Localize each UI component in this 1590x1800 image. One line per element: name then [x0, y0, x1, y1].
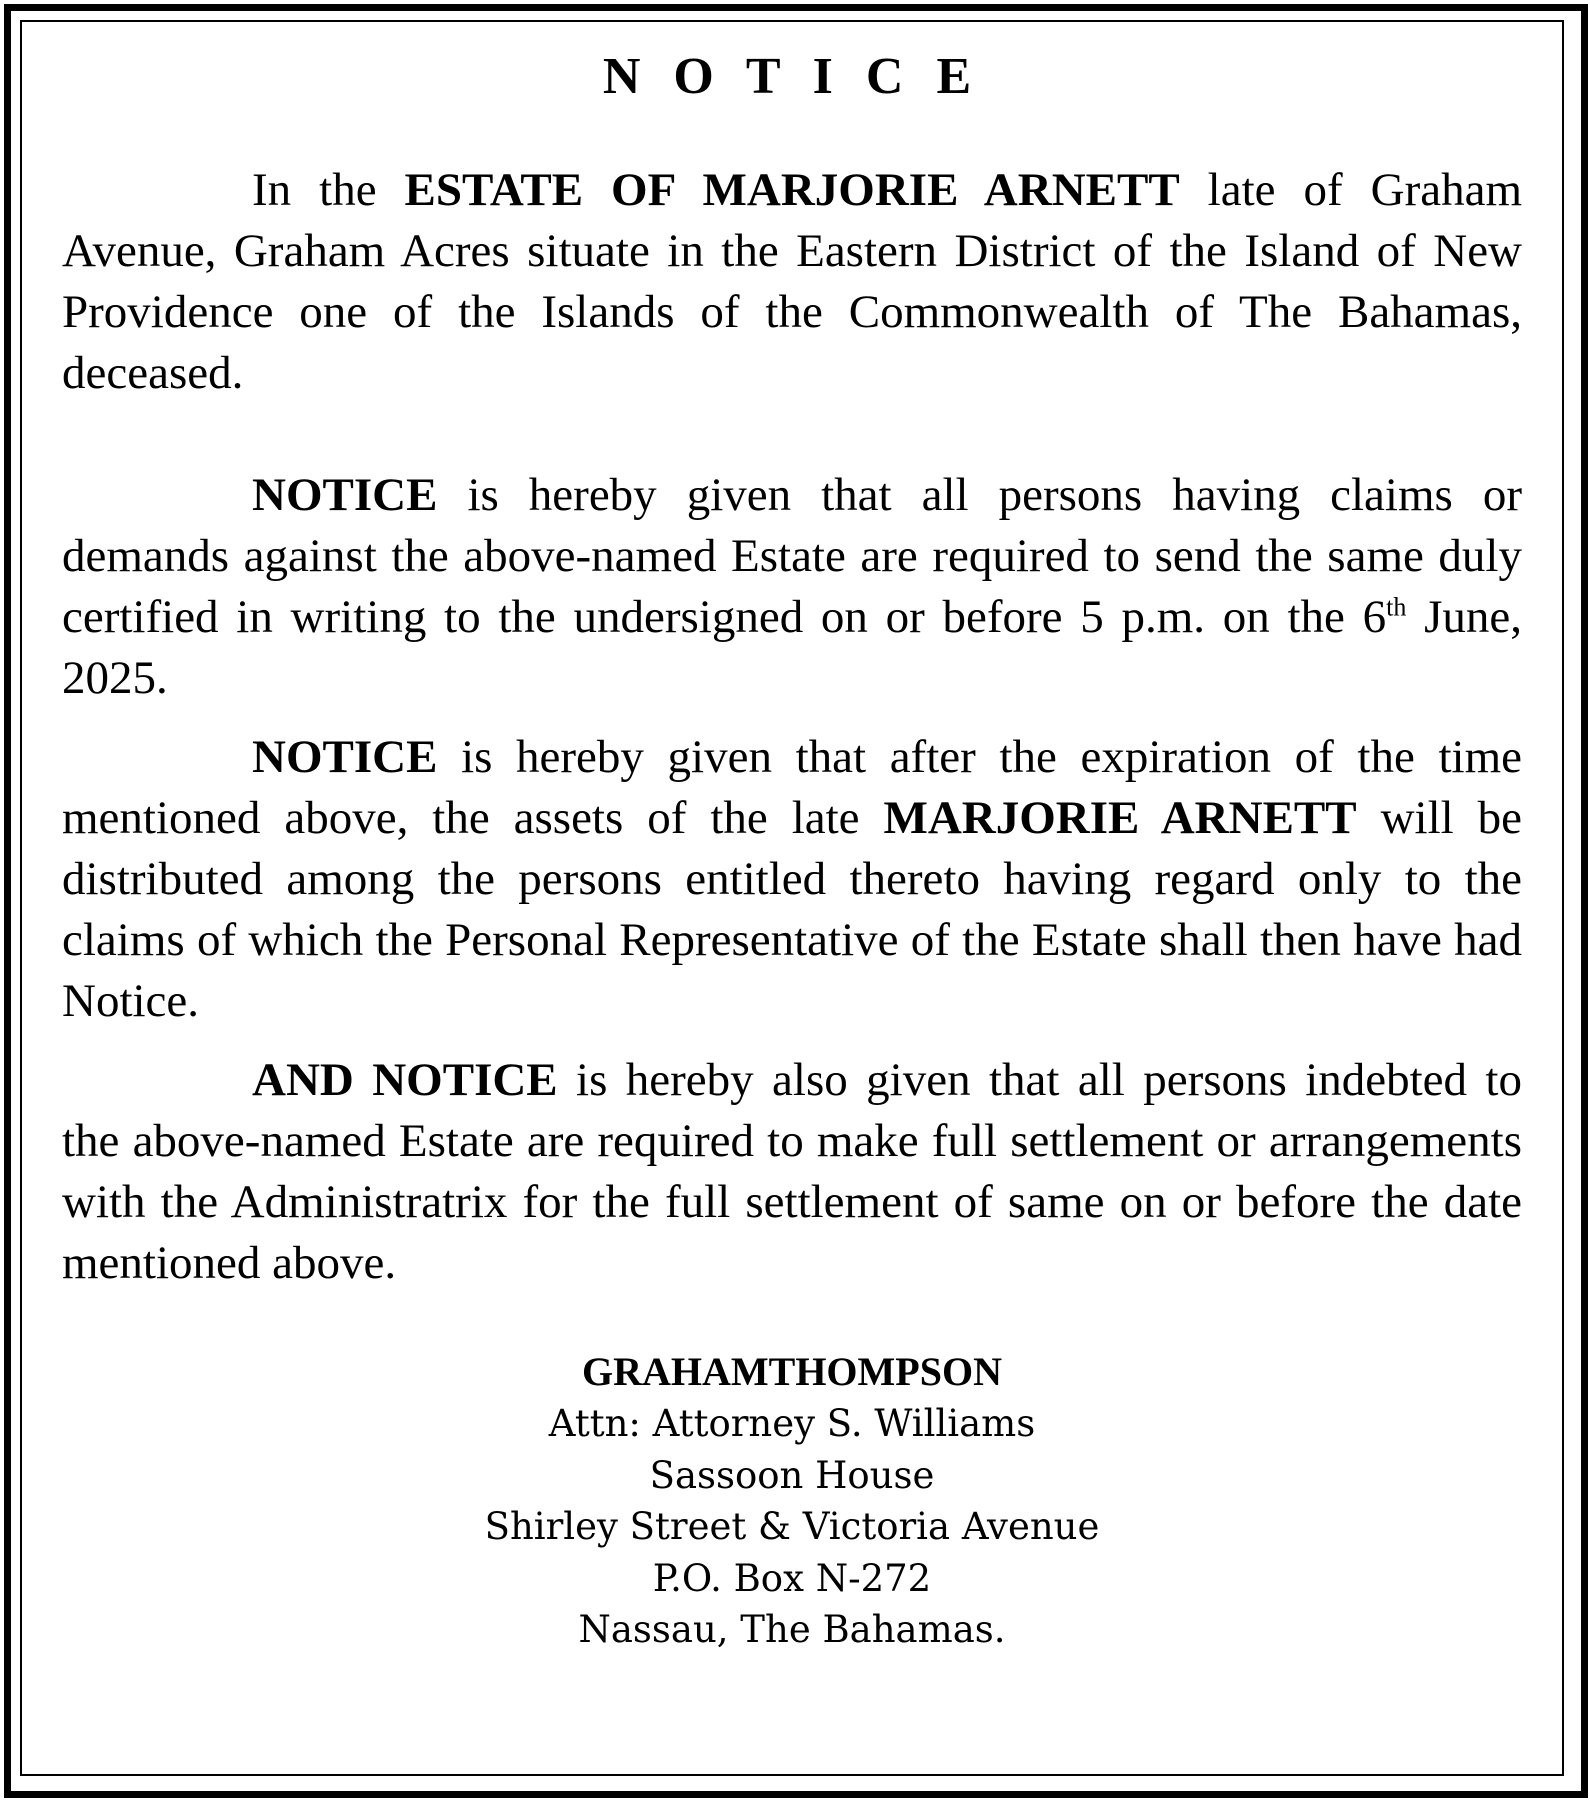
deadline-date: June, 2025. [62, 591, 1522, 704]
attention-line: Attn: Attorney S. Williams [548, 1402, 1036, 1445]
estate-lead: In the [252, 164, 405, 216]
estate-description: late of Graham Avenue, Graham Acres situate in the Eastern District of the Island of New Providence one of the Islands of the Commonwealth of The Bahamas, deceased. [62, 164, 1522, 399]
distribution-text: is hereby given that after the expiration of the time mentioned above, the assets of the late [62, 731, 1522, 844]
deadline-day-suffix: th [1386, 592, 1407, 622]
distribution-rest: will be distributed among the persons entitled thereto having regard only to the claims of which the Personal Representative of the Estate shall then have had Notice. [62, 792, 1522, 1027]
claims-text: is hereby given that all persons having claims or demands against the above-named Estate are required to send the same duly certified in writing to the undersigned on or before 5 p.m. on the [62, 469, 1522, 643]
distribution-paragraph [62, 727, 1522, 1032]
notice-title: N O T I C E [602, 48, 982, 105]
claims-notice-label: NOTICE [252, 469, 438, 521]
settlement-paragraph [62, 1050, 1522, 1294]
settlement-text: is hereby also given that all persons indebted to the above-named Estate are required to make full settlement or arrangements with the Administratrix for the full settlement of same on or before the date mentioned above. [62, 1054, 1522, 1289]
notice-content [62, 30, 1522, 1656]
estate-name: ESTATE OF MARJORIE ARNETT [404, 164, 1180, 216]
claims-paragraph [62, 465, 1522, 709]
building-line: Sassoon House [649, 1453, 935, 1497]
firm-name: GRAHAMTHOMPSON [582, 1349, 1002, 1394]
distribution-notice-label: NOTICE [252, 731, 438, 783]
po-box-line: P.O. Box N-272 [652, 1556, 932, 1600]
signature-block [62, 1346, 1522, 1656]
deceased-name: MARJORIE ARNETT [883, 792, 1357, 844]
estate-paragraph [62, 160, 1522, 404]
deadline-day: 6 [1362, 591, 1387, 643]
street-line: Shirley Street & Victoria Avenue [484, 1505, 1100, 1548]
city-line: Nassau, The Bahamas. [578, 1608, 1006, 1651]
settlement-notice-label: AND NOTICE [252, 1054, 558, 1106]
